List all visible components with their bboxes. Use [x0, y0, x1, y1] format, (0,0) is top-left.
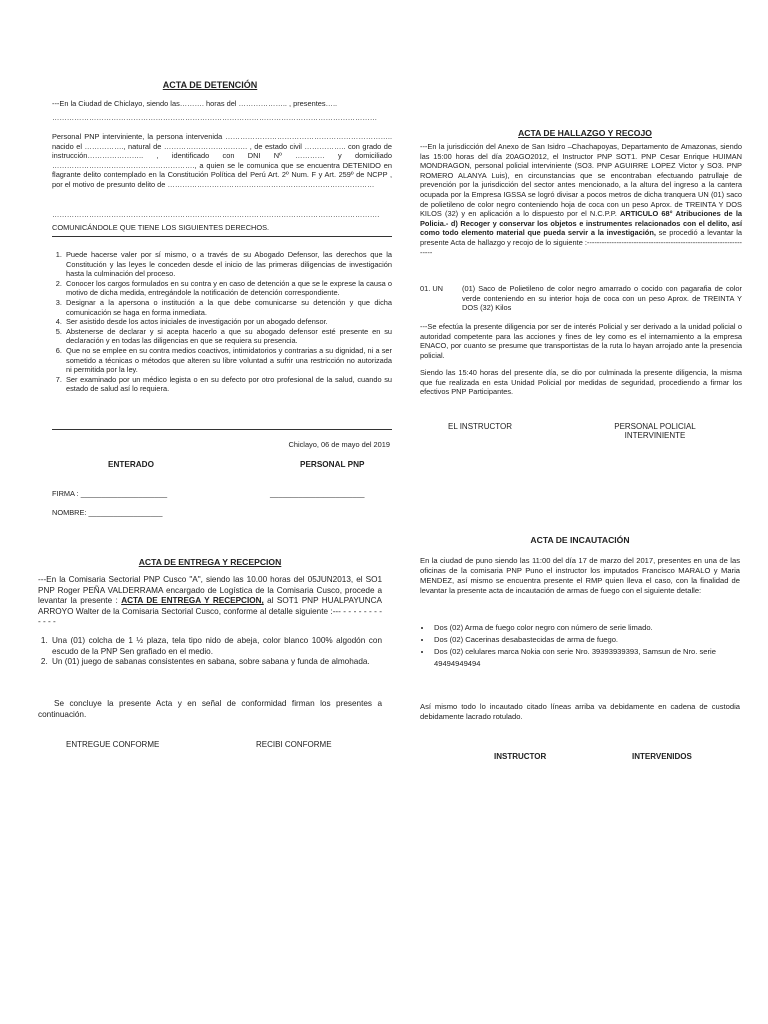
entrega-conclusion: Se concluye la presente Acta y en señal de conformidad firman los presentes a continuación.	[38, 699, 382, 719]
hallazgo-signature-instructor: EL INSTRUCTOR	[448, 422, 513, 431]
list-item: 4. Ser asistido desde los actos iniciales de investigación por un abogado defensor.	[64, 317, 392, 327]
signature-label: INTERVINIENTE	[624, 431, 686, 440]
hallazgo-p1-text: ---En la jurisdicción del Anexo de San Isidro –Chachapoyas, Departamento de Amazonas, siendo las 15:00 horas del día 20AGO2012, el Instructor PNP SOT1. PNP Cesar Enrique HUIMAN MONDRAGON, personal policial interviniente (SO3. PNP AGUIRRE LOPEZ Victor y SO3. PNP ROMERO ALANYA Luis), en circunstancias que se encontraban efectuando patrullaje de prevención por la jurisdicción del sector antes mencionado, a la altura del ingreso a la cantera ocupada por la Empresa IGSSA se logró divisar a pocos metros de dicha tranquera UN (01) saco de polietileno de color negro conteniendo hoja de coca con un peso Aprox. de TREINTA Y DOS KILOS (32) y en aplicación a lo dispuesto por el N.C.P.P.	[420, 142, 742, 219]
list-item: • Dos (02) celulares marca Nokia con serie Nro. 39393939393, Samsun de Nro. serie 49494949494	[432, 646, 740, 670]
divider	[52, 236, 392, 237]
personal-pnp-label: PERSONAL PNP	[300, 460, 365, 469]
list-item: 1. Una (01) colcha de 1 ½ plaza, tela tipo nido de abeja, color blanco 100% algodón con escudo de la PNP Sen grafiado en el medio.	[50, 636, 382, 657]
hallazgo-item-text: (01) Saco de Polietileno de color negro amarrado o cocido con pagarafia de color verde conteniendo en su interior hoja de coca con un peso Aprox. de TREINTA Y DOS (32) Kilos	[462, 284, 742, 313]
list-item: 5. Abstenerse de declarar y si acepta hacerlo a que su abogado defensor esté presente en su declaración y en todas las diligencias en que se requiera su presencia.	[64, 327, 392, 346]
list-item: 7. Ser examinado por un médico legista o en su defecto por otro profesional de la salud, cuando su estado de salud así lo requiera.	[64, 375, 392, 394]
incautacion-items-list	[420, 622, 740, 670]
hallazgo-p1-bold: ARTICULO 68° Atribuciones de la Policia.- d) Recoger y conservar los objetos e instrumentes relacionados con el delito, así como todo elemento material que pueda servir a la investigación,	[420, 209, 742, 238]
nombre-field: NOMBRE: __________________	[52, 508, 163, 517]
list-item: • Dos (02) Arma de fuego color negro con número de serie limado.	[432, 622, 740, 634]
entrega-items-list	[38, 636, 382, 668]
detencion-title: ACTA DE DETENCIÓN	[162, 80, 258, 90]
hallazgo-paragraph-1	[420, 142, 742, 257]
incautacion-title: ACTA DE INCAUTACIÓN	[530, 535, 630, 545]
list-item: 1. Puede hacerse valer por sí mismo, o a través de su Abogado Defensor, las derechos que la Constitución y las leyes le conceden desde el inicio de las primeras diligencias de investigación hasta la culminación del proceso.	[64, 250, 392, 279]
entrega-p1-text: ---En la Comisaria Sectorial PNP Cusco "A", siendo las 10.00 horas del 05JUN2013, el SO1 PNP Roger PEÑA VALDERRAMA encargado de Logística de la Comisaria Cusco, procede a levantar la presente :	[38, 575, 382, 606]
hallazgo-paragraph-2: ---Se efectúa la presente diligencia por ser de interés Policial y ser derivado a la unidad policial o autoridad competente para las acciones y fines de ley como es el internamiento a la empresa ENACO, por cuanto se presume que transportistas de la ruta lo hayan arrojado ante la presencia policial.	[420, 322, 742, 360]
list-item: 3. Designar a la apersona o institución a la que debe comunicarse su detención y que dicha comunicación se haga en forma inmediata.	[64, 298, 392, 317]
detencion-body: Personal PNP interviniente, la persona intervenida ………………………………………………………….. nacido el ……………., natural de ……………………………. , de estado civil …………….. con grado de instrucción………………….. , identificado con DNI Nº ………… y domiciliado …………………………………………………., a quien se le comunica que se encuentra DETENIDO en flagrante delito contemplado en la Constitución Política del Perú Art. 2º Num. F y Art. 259º de NCPP , por el motivo de presunto delito de …………………………………………………………………………	[52, 132, 392, 189]
hallazgo-item-number: 01. UN	[420, 284, 444, 293]
list-item: • Dos (02) Cacerinas desabastecidas de arma de fuego.	[432, 634, 740, 646]
hallazgo-paragraph-3: Siendo las 15:40 horas del presente día, se dio por culminada la presente diligencia, la misma que fue realizada en esta Unidad Policial por medidas de seguridad, procediendo a firmar los efectivos PNP Participantes.	[420, 368, 742, 397]
detencion-intro: ---En la Ciudad de Chiclayo, siendo las………. horas del ……………….. , presentes…..	[52, 99, 338, 108]
entrega-title: ACTA DE ENTREGA Y RECEPCION	[138, 557, 282, 567]
detencion-dots: ……………………………………………………………………………………………………………………	[52, 113, 378, 122]
entrega-p1-end: al SOT1 PNP HUALPAYUNCA ARROYO Walter de la Comisaria Sectorial Cusco, conforme al detalle siguiente :--- - - - - - - - - - - - -	[38, 596, 382, 627]
entrega-p1-bold: ACTA DE ENTREGA Y RECEPCION,	[121, 596, 264, 606]
entrega-paragraph-1	[38, 575, 382, 628]
list-item: 2. Un (01) juego de sabanas consistentes en sabana, sobre sabana y funda de almohada.	[50, 657, 382, 668]
list-item: 2. Conocer los cargos formulados en su contra y en caso de detención a que se le exprese la causa o motivo de dicha medida, entregándole la notificación de detención correspondiente.	[64, 279, 392, 298]
detencion-rights-heading: COMUNICÁNDOLE QUE TIENE LOS SIGUIENTES DERECHOS.	[52, 223, 270, 232]
detencion-date: Chiclayo, 06 de mayo del 2019	[288, 440, 390, 449]
incautacion-paragraph-2: Así mismo todo lo incautado citado líneas arriba va debidamente en cadena de custodia debidamente lacrado rotulado.	[420, 702, 740, 721]
entrega-signature-2: RECIBI CONFORME	[256, 740, 332, 749]
enterado-label: ENTERADO	[108, 460, 154, 469]
entrega-signature-1: ENTREGUE CONFORME	[66, 740, 160, 749]
divider	[52, 429, 392, 430]
signature-label: PERSONAL POLICIAL	[614, 422, 696, 431]
hallazgo-title: ACTA DE HALLAZGO Y RECOJO	[518, 128, 652, 138]
hallazgo-signature-personal	[590, 422, 720, 440]
detencion-rights-list	[52, 250, 392, 394]
incautacion-signature-intervenidos: INTERVENIDOS	[632, 752, 692, 761]
list-item: 6. Que no se emplee en su contra medios coactivos, intimidatorios y contrarias a su dignidad, ni a ser sometido a técnicas o métodos que alteren su libre voluntad a sufrir una restricción no autorizada ni permitida por la ley.	[64, 346, 392, 375]
detencion-dots-2: …………………………………………………………………………………………………………………….	[52, 210, 380, 219]
firma-line: _______________________	[270, 489, 365, 498]
hallazgo-p1-end: se procedió a levantar la presente Acta de hallazgo y recojo de lo siguiente :--------------------------------------------------------------------	[420, 228, 743, 257]
firma-field: FIRMA : _____________________	[52, 489, 168, 498]
incautacion-signature-instructor: INSTRUCTOR	[494, 752, 547, 761]
incautacion-paragraph-1: En la ciudad de puno siendo las 11:00 del día 17 de marzo del 2017, presentes en una de las oficinas de la comisaria PNP Puno el instructor los imputados Francisco MARALO y Maria MENDEZ, así mismo se encuentra presente el RMP quien lleva el caso, con la finalidad de levantar la presente acta de incautación de armas de fuego con el siguiente detalle:	[420, 556, 740, 595]
